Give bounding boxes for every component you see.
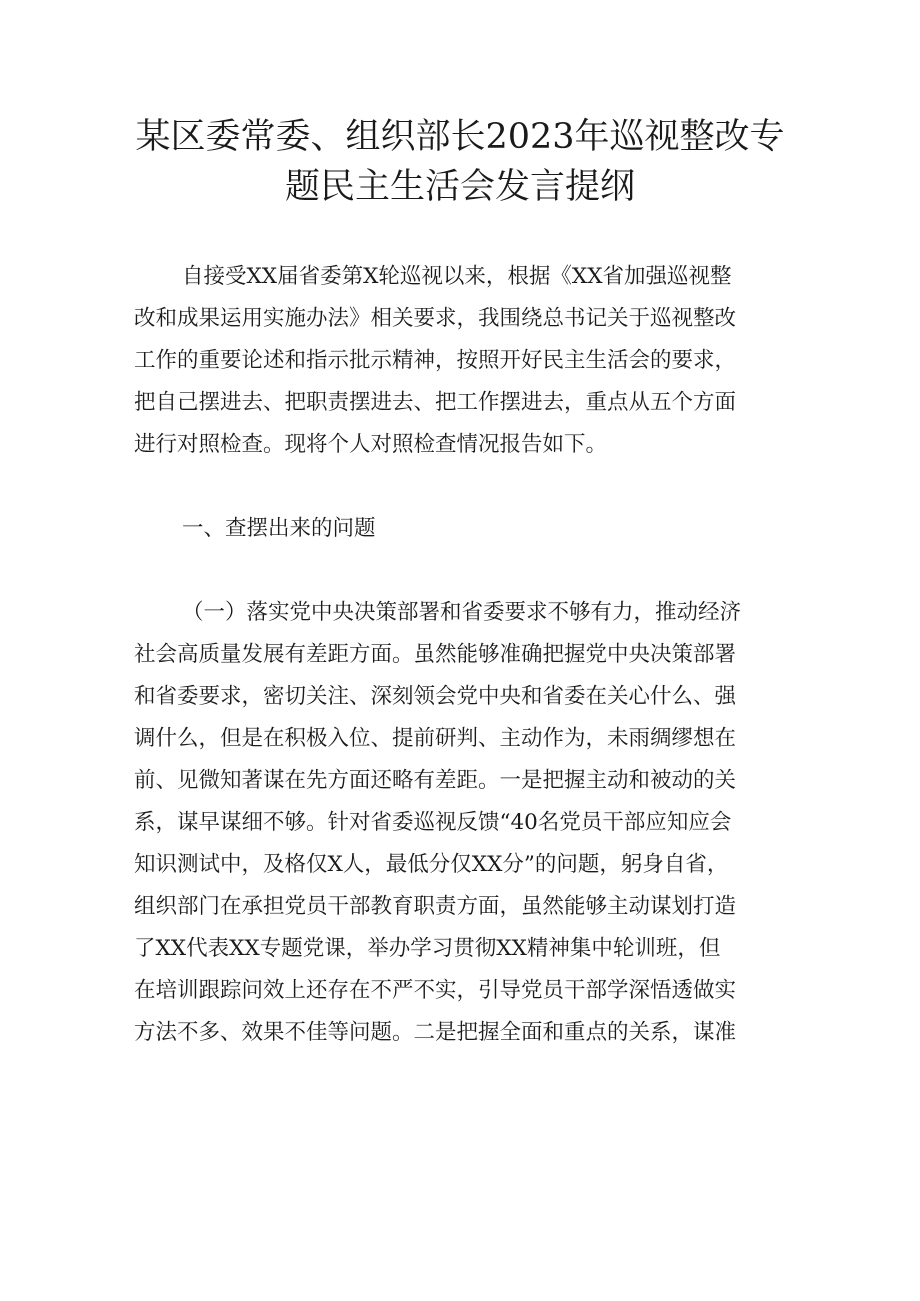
paragraph-line: 了XX代表XX专题党课，举办学习贯彻XX精神集中轮训班，但 — [134, 936, 721, 961]
section-heading: 一、查摆出来的问题 — [182, 516, 376, 541]
paragraph-line: 进行对照检查。现将个人对照检查情况报告如下。 — [134, 432, 608, 457]
title-line-1: 某区委常委、组织部长2023年巡视整改专 — [135, 117, 785, 157]
paragraph-line: 组织部门在承担党员干部教育职责方面，虽然能够主动谋划打造 — [134, 894, 737, 919]
paragraph-line: 系，谋早谋细不够。针对省委巡视反馈“40名党员干部应知应会 — [134, 810, 732, 835]
paragraph-line: （一）落实党中央决策部署和省委要求不够有力，推动经济 — [182, 600, 742, 625]
paragraph-line: 方法不多、效果不佳等问题。二是把握全面和重点的关系，谋准 — [134, 1020, 737, 1045]
paragraph-line: 调什么，但是在积极入位、提前研判、主动作为，未雨绸缪想在 — [134, 726, 737, 751]
paragraph-line: 前、见微知著谋在先方面还略有差距。一是把握主动和被动的关 — [134, 768, 737, 793]
paragraph-line: 改和成果运用实施办法》相关要求，我围绕总书记关于巡视整改 — [134, 306, 737, 331]
document-title — [120, 112, 800, 212]
title-line-2: 题民主生活会发言提纲 — [284, 167, 635, 207]
paragraph-line: 把自己摆进去、把职责摆进去、把工作摆进去，重点从五个方面 — [134, 390, 737, 415]
paragraph-line: 知识测试中，及格仅X人，最低分仅XX分”的问题，躬身自省， — [134, 852, 729, 877]
paragraph-line: 工作的重要论述和指示批示精神，按照开好民主生活会的要求， — [134, 348, 737, 373]
intro-paragraph — [134, 256, 814, 466]
section-1-paragraph — [134, 592, 814, 1054]
paragraph-line: 社会高质量发展有差距方面。虽然能够准确把握党中央决策部署 — [134, 642, 737, 667]
paragraph-line: 和省委要求，密切关注、深刻领会党中央和省委在关心什么、强 — [134, 684, 737, 709]
paragraph-spacer — [134, 550, 814, 592]
document-body — [134, 256, 814, 1054]
paragraph-spacer — [134, 466, 814, 508]
paragraph-line: 在培训跟踪问效上还存在不严不实，引导党员干部学深悟透做实 — [134, 978, 737, 1003]
paragraph-line: 自接受XX届省委第X轮巡视以来，根据《XX省加强巡视整 — [182, 264, 732, 289]
